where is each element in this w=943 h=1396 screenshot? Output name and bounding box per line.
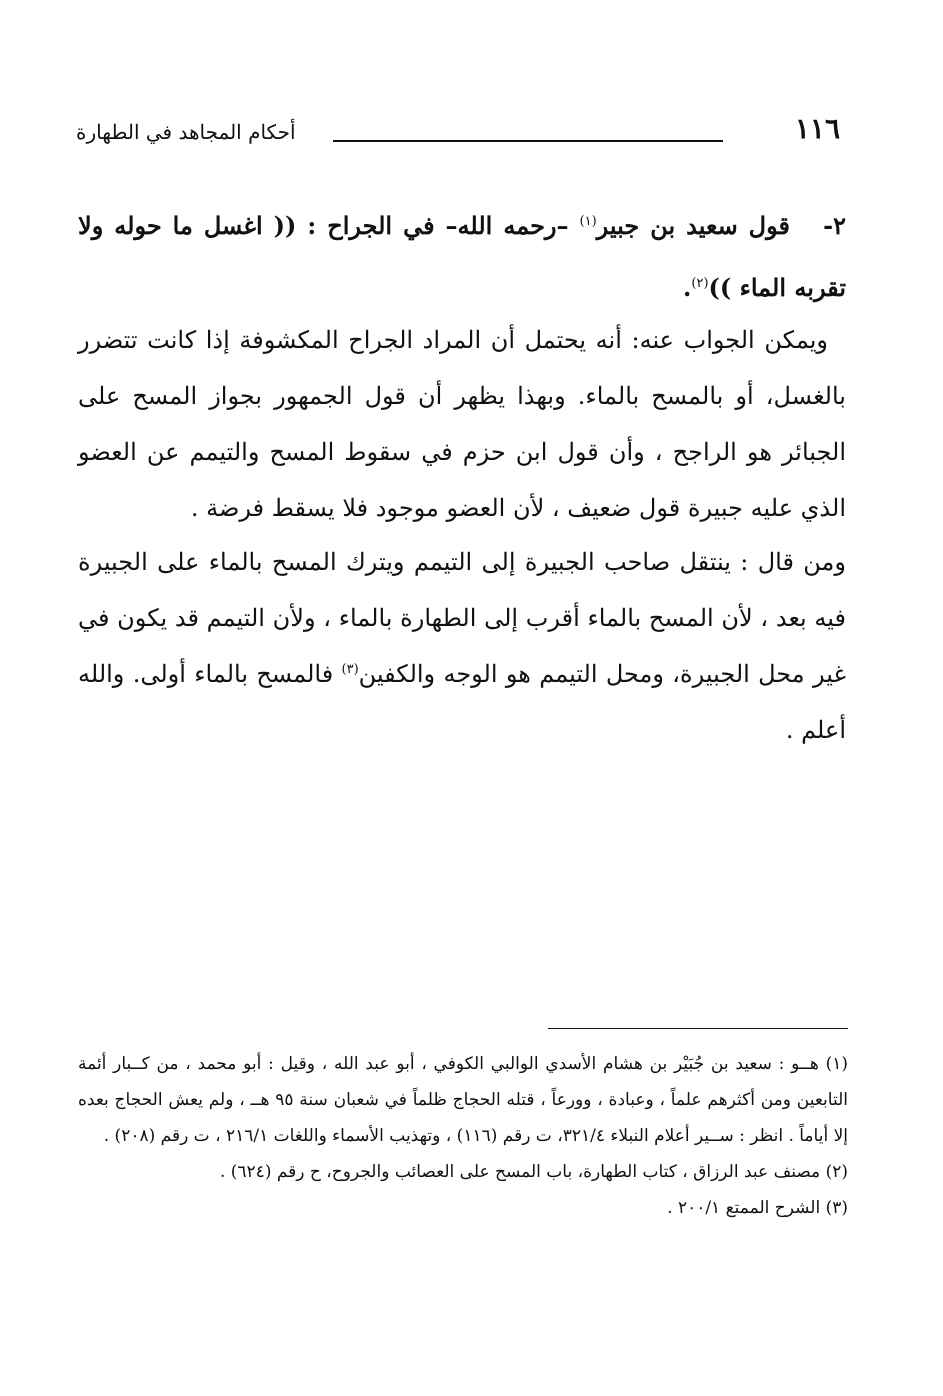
footnote-mark-2[interactable]: (٢) [691, 276, 709, 291]
footnotes [78, 1046, 848, 1226]
footnote-2 [78, 1154, 848, 1190]
footnote-label: (٢) [825, 1162, 848, 1182]
item-number: ٢- [823, 211, 846, 240]
paragraph-tayammum-part1: ومن قال : ينتقل صاحب الجبيرة إلى التيمم ويترك المسح بالماء على الجبيرة فيه بعد ، لأن المسح بالماء أقرب إلى الطهارة بالماء ، ولأن التيمم قد يكون في غير محل الجبيرة، ومحل التيمم هو الوجه والكفين [78, 548, 847, 688]
item-text-end: . [683, 273, 692, 302]
item-2 [78, 195, 846, 319]
running-title: أحكام المجاهد في الطهارة [76, 120, 296, 144]
item-text-part1: قول سعيد بن جبير [596, 211, 790, 240]
footnote-3 [78, 1190, 848, 1226]
footnote-text: الشرح الممتع ٢٠٠/١ . [667, 1198, 821, 1218]
footnote-text: هــو : سعيد بن جُبَيْر بن هشام الأسدي الوالبي الكوفي ، أبو عبد الله ، وقيل : أبو محمد ، من كــبار أئمة التابعين ومن أكثرهم علماً ، وعبادة ، وورعاً ، قتله الحجاج ظلماً في شعبان سنة ٩٥ هــ ، ولم يعش الحجاج بعده إلا أياماً . انظر : ســير أعلام النبلاء ٣٢١/٤، ت رقم (١١٦) ، وتهذيب الأسماء واللغات ٢١٦/١ ، ت رقم (٢٠٨) . [78, 1054, 848, 1146]
footnote-mark-3[interactable]: (٣) [341, 662, 359, 677]
footnote-label: (١) [825, 1054, 848, 1074]
paragraph-tayammum-part2: فالمسح بالماء أولى. والله أعلم . [78, 660, 846, 744]
footnote-1 [78, 1046, 848, 1154]
footnote-mark-1[interactable]: (١) [579, 214, 597, 229]
footnote-label: (٣) [825, 1198, 848, 1218]
paragraph-answer: ويمكن الجواب عنه: أنه يحتمل أن المراد الجراح المكشوفة إذا كانت تتضرر بالغسل، أو بالمسح بالماء. وبهذا يظهر أن قول الجمهور بجواز المسح على الجبائر هو الراجح ، وأن قول ابن حزم في سقوط المسح والتيمم عن العضو الذي عليه جبيرة قول ضعيف ، لأن العضو موجود فلا يسقط فرضة . [78, 326, 846, 522]
paragraph-tayammum [78, 534, 846, 758]
footnote-separator [548, 1028, 848, 1029]
footnote-text: مصنف عبد الرزاق ، كتاب الطهارة، باب المسح على العصائب والجروح، ح رقم (٦٢٤) . [219, 1162, 821, 1182]
page-number: ١١٦ [794, 112, 840, 145]
item-text-part2: –رحمه الله– في الجراح : (( اغسل ما حوله ولا تقربه الماء )) [78, 211, 846, 302]
page-header [76, 112, 848, 152]
header-rule [333, 140, 723, 142]
